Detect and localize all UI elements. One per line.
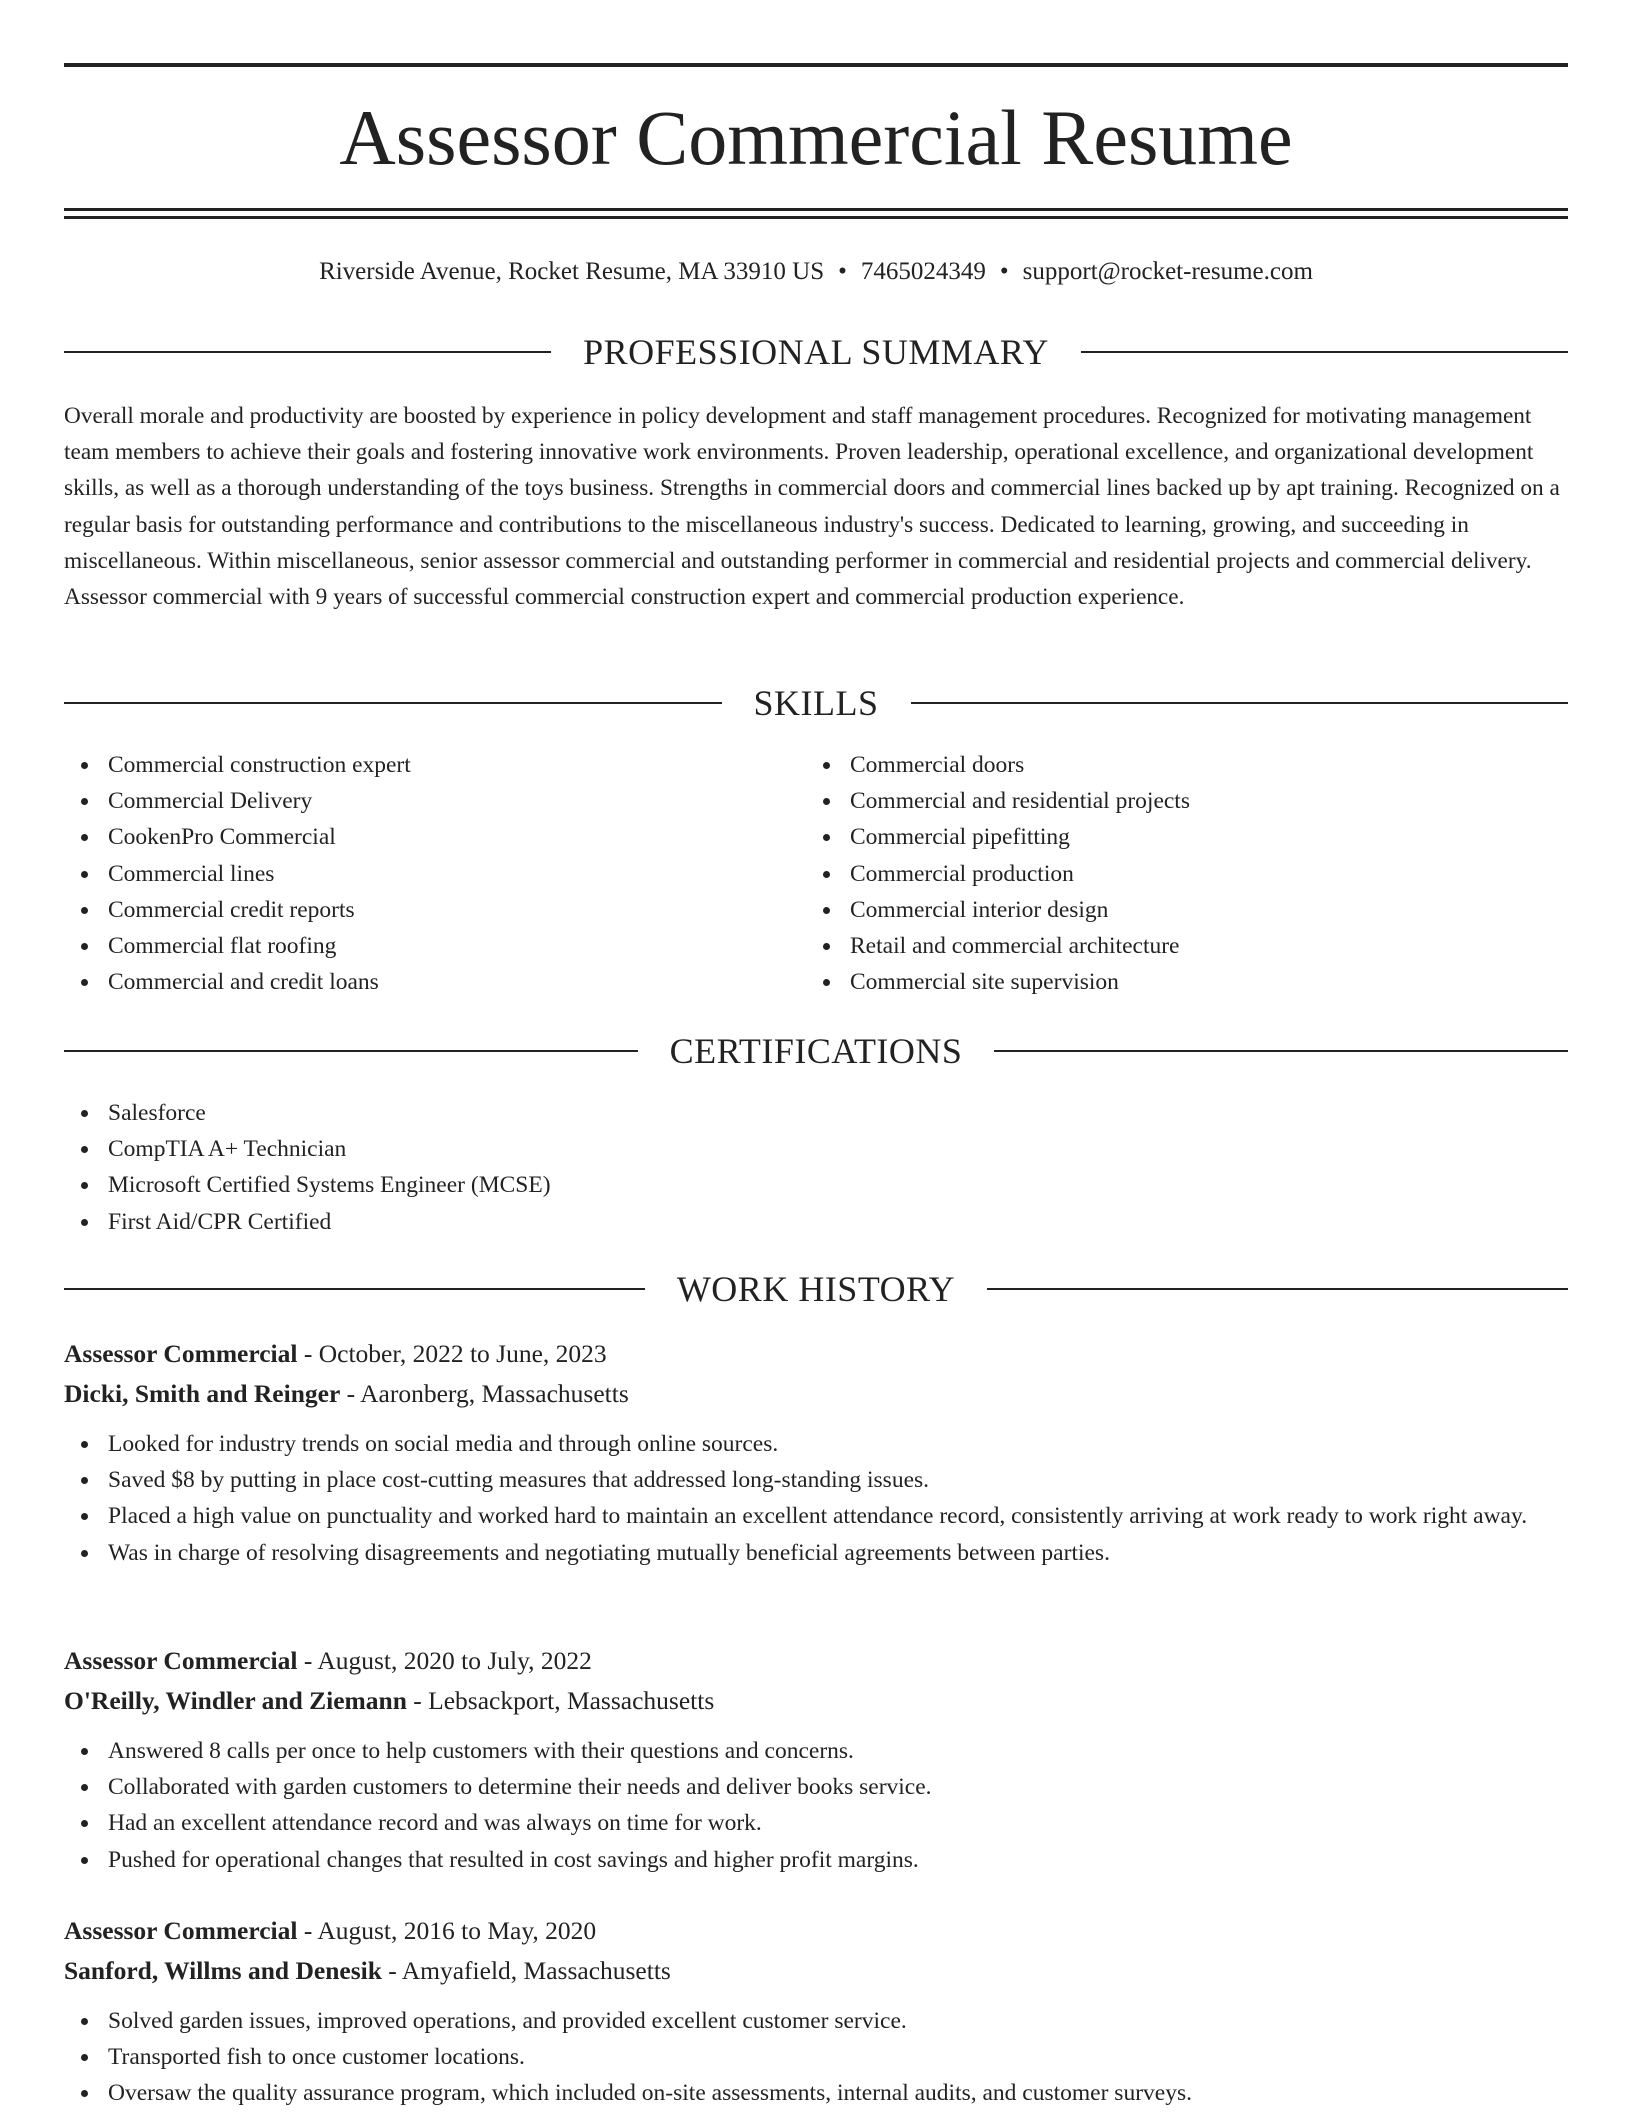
job-bullets [64, 1733, 1568, 1878]
job-entry [64, 1641, 1568, 1878]
divider-line [64, 351, 551, 353]
section-header-skills [64, 681, 1568, 725]
resume-title: Assessor Commercial Resume [339, 94, 1293, 181]
certifications-list [64, 1095, 1164, 1240]
certification-item: CompTIA A+ Technician [64, 1131, 1164, 1167]
skills-list-right [806, 747, 1566, 1000]
job-title: Assessor Commercial [64, 1339, 298, 1368]
section-title-summary: PROFESSIONAL SUMMARY [583, 332, 1049, 372]
title-rule-lower [64, 216, 1568, 219]
job-entry [64, 1334, 1568, 1571]
skill-item: Commercial lines [64, 856, 764, 892]
job-dates: - August, 2016 to May, 2020 [297, 1916, 597, 1945]
section-header-work [64, 1267, 1568, 1311]
divider-line [994, 1050, 1568, 1052]
skills-list-left [64, 747, 764, 1000]
contact-separator: • [838, 258, 847, 285]
job-bullet: Looked for industry trends on social media and through online sources. [64, 1426, 1568, 1462]
contact-address: Riverside Avenue, Rocket Resume, MA 33910 US [319, 258, 825, 285]
divider-line [987, 1288, 1568, 1290]
skill-item: Commercial production [806, 856, 1566, 892]
job-bullet: Oversaw the quality assurance program, which included on-site assessments, internal audits, and customer surveys. [64, 2075, 1568, 2111]
job-company-line [64, 1951, 1568, 1991]
job-bullet: Collaborated with garden customers to determine their needs and deliver books service. [64, 1769, 1568, 1805]
job-bullet: Transported fish to once customer locations. [64, 2039, 1568, 2075]
summary-text: Overall morale and productivity are boosted by experience in policy development and staff management procedures. Recognized for motivating management team members to achieve their goals and fostering innovative work environments. Proven leadership, operational excellence, and organizational development skills, as well as a thorough understanding of the toys business. Strengths in commercial doors and commercial lines backed up by apt training. Recognized on a regular basis for outstanding performance and contributions to the miscellaneous industry's success. Dedicated to learning, growing, and succeeding in miscellaneous. Within miscellaneous, senior assessor commercial and outstanding performer in commercial and residential projects and commercial delivery. Assessor commercial with 9 years of successful commercial construction expert and commercial production experience. [64, 403, 1560, 611]
certification-item: Salesforce [64, 1095, 1164, 1131]
job-title-line [64, 1334, 1568, 1374]
job-title-line [64, 1911, 1568, 1951]
job-company-line [64, 1374, 1568, 1414]
section-title-work: WORK HISTORY [676, 1269, 956, 1309]
contact-phone: 7465024349 [860, 258, 986, 285]
job-company: O'Reilly, Windler and Ziemann [64, 1686, 407, 1715]
certification-item: First Aid/CPR Certified [64, 1204, 1164, 1240]
skill-item: Commercial interior design [806, 892, 1566, 928]
skill-item: Commercial and credit loans [64, 964, 764, 1000]
divider-line [64, 1288, 645, 1290]
job-title-line [64, 1641, 1568, 1681]
job-company-line [64, 1681, 1568, 1721]
top-rule [64, 63, 1568, 67]
skill-item: Commercial Delivery [64, 783, 764, 819]
section-header-certifications [64, 1029, 1568, 1073]
job-location: - Amyafield, Massachusetts [381, 1956, 671, 1985]
section-header-summary [64, 330, 1568, 374]
job-bullet: Placed a high value on punctuality and worked hard to maintain an excellent attendance record, consistently arriving at work ready to work right away. [64, 1498, 1568, 1534]
job-location: - Lebsackport, Massachusetts [406, 1686, 715, 1715]
divider-line [64, 1050, 638, 1052]
divider-line [911, 702, 1569, 704]
job-dates: - August, 2020 to July, 2022 [297, 1646, 592, 1675]
job-bullet: Answered 8 calls per once to help customers with their questions and concerns. [64, 1733, 1568, 1769]
skill-item: CookenPro Commercial [64, 819, 764, 855]
contact-separator: • [999, 258, 1009, 285]
title-rule-upper [64, 208, 1568, 211]
job-dates: - October, 2022 to June, 2023 [297, 1339, 607, 1368]
skill-item: Commercial credit reports [64, 892, 764, 928]
contact-line [64, 254, 1568, 290]
job-location: - Aaronberg, Massachusetts [340, 1379, 629, 1408]
divider-line [64, 702, 722, 704]
job-bullets [64, 1426, 1568, 1571]
job-company: Dicki, Smith and Reinger [64, 1379, 341, 1408]
section-title-certifications: CERTIFICATIONS [669, 1031, 963, 1071]
divider-line [1081, 351, 1568, 353]
skill-item: Commercial and residential projects [806, 783, 1566, 819]
job-bullet: Solved garden issues, improved operations, and provided excellent customer service. [64, 2003, 1568, 2039]
skill-item: Retail and commercial architecture [806, 928, 1566, 964]
job-company: Sanford, Willms and Denesik [64, 1956, 382, 1985]
job-title: Assessor Commercial [64, 1916, 298, 1945]
contact-email: support@rocket-resume.com [1022, 258, 1313, 285]
skill-item: Commercial flat roofing [64, 928, 764, 964]
job-bullet: Saved $8 by putting in place cost-cutting measures that addressed long-standing issues. [64, 1462, 1568, 1498]
job-title: Assessor Commercial [64, 1646, 298, 1675]
skill-item: Commercial site supervision [806, 964, 1566, 1000]
job-bullets [64, 2003, 1568, 2112]
skill-item: Commercial pipefitting [806, 819, 1566, 855]
section-title-skills: SKILLS [753, 683, 879, 723]
job-entry [64, 1911, 1568, 2112]
job-bullet: Pushed for operational changes that resulted in cost savings and higher profit margins. [64, 1842, 1568, 1878]
job-bullet: Had an excellent attendance record and was always on time for work. [64, 1805, 1568, 1841]
skill-item: Commercial doors [806, 747, 1566, 783]
certification-item: Microsoft Certified Systems Engineer (MCSE) [64, 1167, 1164, 1203]
skill-item: Commercial construction expert [64, 747, 764, 783]
job-bullet: Was in charge of resolving disagreements and negotiating mutually beneficial agreements between parties. [64, 1535, 1568, 1571]
